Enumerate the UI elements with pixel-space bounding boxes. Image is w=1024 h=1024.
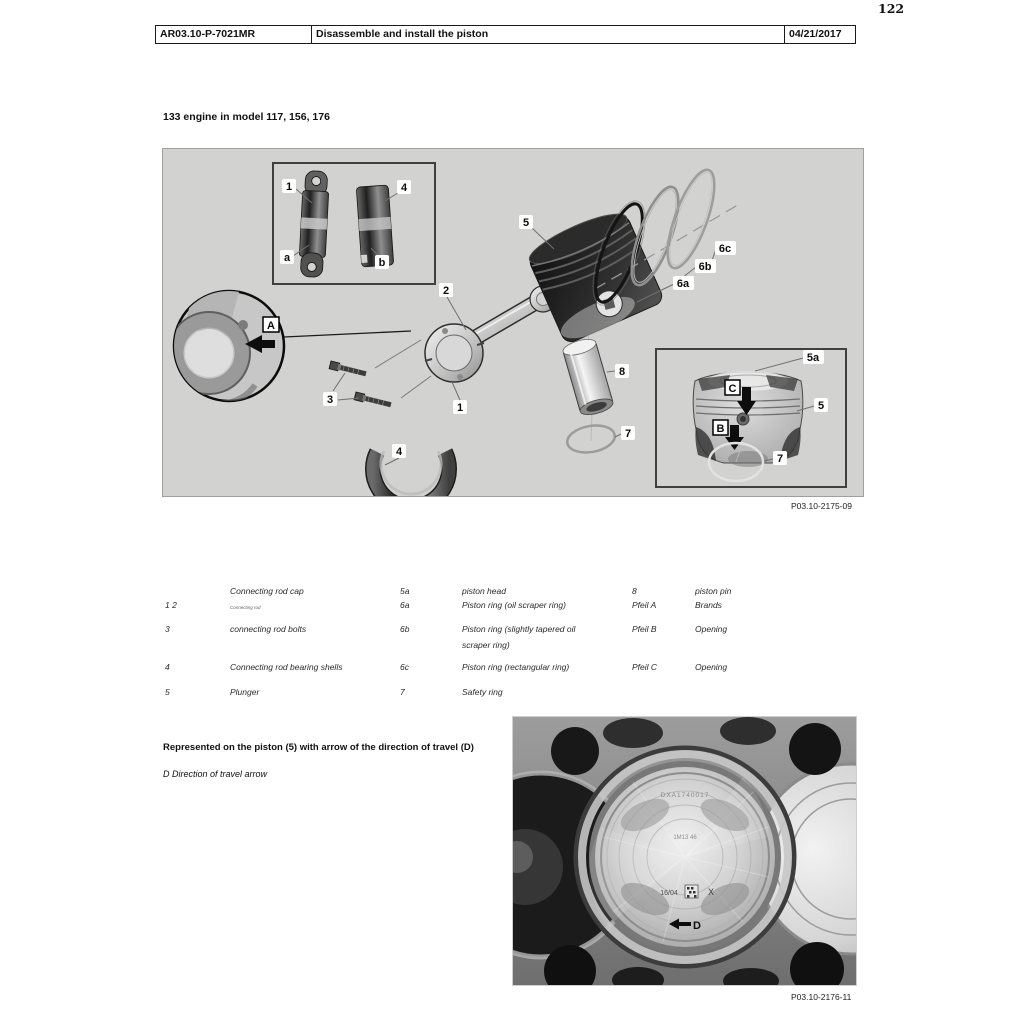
legend-desc: Brands xyxy=(695,600,722,610)
piston-inset xyxy=(656,349,846,487)
legend-desc: Connecting rod cap xyxy=(230,586,304,596)
callout-8-tag: 8 xyxy=(618,366,626,378)
note-represented: Represented on the piston (5) with arrow of the direction of travel (D) xyxy=(163,742,474,753)
callout-a-tag: a xyxy=(283,252,291,264)
legend-num: Pfeil C xyxy=(632,662,658,672)
header-bar xyxy=(155,25,856,44)
legend-desc: Safety ring xyxy=(462,687,503,697)
legend-desc: Piston ring (slightly tapered oil scraper ring) xyxy=(462,624,576,650)
callout-5-inset-tag: 5 xyxy=(817,400,825,412)
legend-num: 7 xyxy=(400,687,405,697)
callout-2-tag: 2 xyxy=(442,285,450,297)
bearing-shells-inset xyxy=(273,163,435,284)
legend-num: Pfeil B xyxy=(632,624,657,634)
legend-num: 5a xyxy=(400,586,410,596)
applicability-line: 133 engine in model 117, 156, 176 xyxy=(163,111,330,123)
callout-5-tag: 5 xyxy=(522,217,530,229)
doc-id: AR03.10-P-7021MR xyxy=(156,26,312,43)
document-title: Disassemble and install the piston xyxy=(312,26,785,43)
data-matrix-icon xyxy=(685,885,698,898)
callout-5a-tag: 5a xyxy=(806,352,820,364)
safety-ring-illustration xyxy=(565,422,635,456)
callout-6a-tag: 6a xyxy=(676,278,690,290)
piston-stamp-date: 16/04 xyxy=(660,890,678,897)
direction-d-label: D xyxy=(693,920,701,932)
callout-4-shell-tag: 4 xyxy=(395,446,403,458)
callout-circle xyxy=(168,272,411,403)
legend-desc: Connecting rod bearing shells xyxy=(230,662,343,672)
legend-desc: Connecting rod xyxy=(230,605,261,610)
note-direction: D Direction of travel arrow xyxy=(163,769,268,779)
callout-4-tag: 4 xyxy=(400,182,408,194)
legend-num: 6c xyxy=(400,662,409,672)
piston-photo xyxy=(512,716,857,986)
figure1-ref: P03.10-2175-09 xyxy=(791,501,852,511)
legend-num: 6b xyxy=(400,624,410,634)
legend-desc: Opening xyxy=(695,624,728,634)
exploded-piston-diagram xyxy=(162,148,864,497)
callout-3-tag: 3 xyxy=(326,394,334,406)
figure2-ref: P03.10-2176-11 xyxy=(791,992,852,1002)
legend-desc: piston head xyxy=(462,586,506,596)
legend-num: 3 xyxy=(165,624,170,634)
callout-6c-tag: 6c xyxy=(718,243,732,255)
piston-pin-illustration xyxy=(561,336,629,417)
bearing-shell-ring-illustration xyxy=(373,444,449,496)
legend-num: 5 xyxy=(165,687,170,697)
piston-stamp-serial: DXA1740017 xyxy=(660,792,710,799)
callout-7-inset-tag: 7 xyxy=(776,453,784,465)
callout-6b-tag: 6b xyxy=(698,261,712,273)
legend-desc: Plunger xyxy=(230,687,260,697)
bolts-illustration xyxy=(323,340,431,409)
legend-num: 1 2 xyxy=(165,600,177,610)
callout-A-tag: A xyxy=(267,320,275,332)
callout-7-tag: 7 xyxy=(624,428,632,440)
connecting-rod-illustration xyxy=(425,283,556,414)
legend-desc: connecting rod bolts xyxy=(230,624,307,634)
page-number: 122 xyxy=(878,1,905,16)
piston-illustration xyxy=(519,205,666,347)
legend-desc: piston pin xyxy=(695,586,732,596)
legend-desc: Piston ring (oil scraper ring) xyxy=(462,600,566,610)
piston-stamp-x: X xyxy=(707,887,715,897)
legend-desc: Piston ring (rectangular ring) xyxy=(462,662,570,672)
callout-1-cap-tag: 1 xyxy=(456,402,464,414)
legend-num: 6a xyxy=(400,600,410,610)
legend-num: 8 xyxy=(632,586,637,596)
document-date: 04/21/2017 xyxy=(789,28,842,40)
callout-b-tag: b xyxy=(378,257,386,269)
legend-num: 4 xyxy=(165,662,170,672)
legend-num: Pfeil A xyxy=(632,600,657,610)
legend-desc: Opening xyxy=(695,662,728,672)
callout-1-tag: 1 xyxy=(285,181,293,193)
piston-stamp-code: 1M13 46 xyxy=(673,835,697,841)
callout-C-tag: C xyxy=(728,383,737,395)
callout-B-tag: B xyxy=(716,423,725,435)
